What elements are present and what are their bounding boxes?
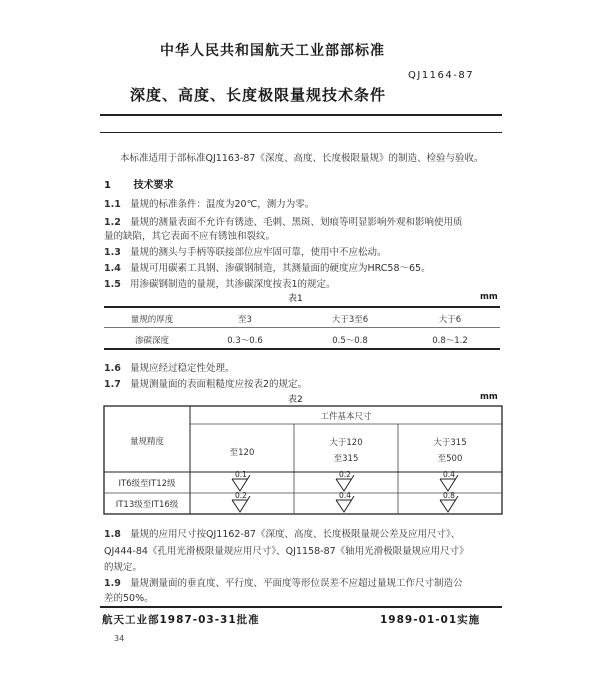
table-1-row-label: 渗碳深度 xyxy=(134,336,169,346)
effective-date: 1989-01-01实施 xyxy=(380,614,481,626)
clause-number: 1.7 xyxy=(104,379,121,390)
clause-number: 1.5 xyxy=(104,279,121,290)
clause-text: 量规的测头与手柄等联接部位应牢固可靠，使用中不应松动。 xyxy=(130,247,387,258)
section-number: 1 xyxy=(104,180,111,191)
approval-date: 航天工业部1987-03-31批准 xyxy=(102,614,260,626)
clause-number: 1.6 xyxy=(104,363,121,374)
clause-1-8-cont xyxy=(104,543,469,557)
clause-text: 量规的测量表面不允许有锈迹、毛刺、黑斑、划痕等明显影响外观和影响使用质 xyxy=(130,217,463,228)
table-2-roughness-cell xyxy=(434,491,466,513)
table-2-row-label: IT6级至IT12级 xyxy=(118,479,176,489)
intro-paragraph: 本标准适用于部标准QJ1163-87《深度、高度、长度极限量规》的制造、检验与验收。 xyxy=(120,153,484,164)
table-2-row-label: IT13级至IT16级 xyxy=(115,500,179,510)
clause-number: 1.2 xyxy=(104,217,121,228)
roughness-value: 0.4 xyxy=(339,491,351,500)
document-title: 深度、高度、长度极限量规技术条件 xyxy=(130,86,387,104)
clause-number: 1.9 xyxy=(104,578,121,589)
table-1-col-head: 大于3至6 xyxy=(331,315,369,325)
clause-text: 的规定。 xyxy=(104,562,143,573)
footer-rule xyxy=(100,606,502,608)
table-2-roughness-cell xyxy=(330,491,362,513)
clause-number: 1.4 xyxy=(104,263,121,274)
clause-1-9-cont xyxy=(104,590,154,604)
clause-text: 量规应经过稳定性处理。 xyxy=(130,363,235,374)
table-1-caption: 表1 xyxy=(288,294,303,304)
roughness-value: 0.2 xyxy=(339,470,351,479)
section-title: 技术要求 xyxy=(133,180,174,191)
table-2-roughness-cell xyxy=(330,470,362,492)
table-2-group-head: 工件基本尺寸 xyxy=(320,412,372,422)
page-number: 34 xyxy=(114,634,125,643)
standard-org-title: 中华人民共和国航天工业部部标准 xyxy=(160,43,385,59)
table-1-cell: 0.8～1.2 xyxy=(432,336,468,346)
table-1-row-label: 量规的厚度 xyxy=(130,315,174,325)
table-2-caption: 表2 xyxy=(288,395,303,405)
table-2-col-head: 至120 xyxy=(229,448,255,458)
clause-text: 量规可用碳素工具钢、渗碳钢制造，其测量面的硬度应为HRC58～65。 xyxy=(130,263,431,274)
table-2-col-sub: 至500 xyxy=(437,454,463,464)
table-2-roughness-cell xyxy=(226,470,258,492)
clause-text: 用渗碳钢制造的量规，其渗碳深度按表1的规定。 xyxy=(130,279,336,290)
standard-code: QJ1164-87 xyxy=(408,70,475,81)
table-2-col-head: 大于120 xyxy=(329,438,363,448)
roughness-value: 0.1 xyxy=(235,470,247,479)
clause-text: 量规的应用尺寸按QJ1162-87《深度、高度、长度极限量规公差及应用尺寸》、 xyxy=(130,529,461,540)
clause-text: QJ444-84《孔用光滑极限量规应用尺寸》、QJ1158-87《轴用光滑极限量规应用尺寸》 xyxy=(104,546,469,557)
clause-text: 量规的标准条件：温度为20℃，测力为零。 xyxy=(130,199,315,210)
clause-1-8 xyxy=(104,526,460,540)
table-1-cell: 0.5～0.8 xyxy=(332,336,368,346)
clause-text: 差的50%。 xyxy=(104,593,154,604)
table-1-cell: 0.3～0.6 xyxy=(227,336,263,346)
clause-text: 量的缺陷，其它表面不应有锈蚀和裂纹。 xyxy=(104,231,276,242)
roughness-value: 0.4 xyxy=(443,470,455,479)
table-2-roughness-cell xyxy=(226,491,258,513)
table-2-col-head: 大于315 xyxy=(433,438,467,448)
roughness-value: 0.2 xyxy=(235,491,247,500)
table-1-col-head: 至3 xyxy=(238,315,252,325)
roughness-value: 0.8 xyxy=(443,491,455,500)
table-2-col-sub: 至315 xyxy=(333,454,359,464)
table-2-col0-head: 量规精度 xyxy=(129,437,164,447)
clause-number: 1.1 xyxy=(104,199,121,210)
clause-text: 量规测量面的垂直度、平行度、平面度等形位误差不应超过量规工作尺寸制造公 xyxy=(130,578,463,589)
clause-number: 1.3 xyxy=(104,247,121,258)
clause-number: 1.8 xyxy=(104,529,121,540)
clause-text: 量规测量面的表面粗糙度应按表2的规定。 xyxy=(130,379,308,390)
table-1-unit: mm xyxy=(480,292,498,302)
clause-1-9 xyxy=(104,575,463,589)
clause-1-8-cont xyxy=(104,559,142,573)
table-2-unit: mm xyxy=(480,392,498,402)
table-2-roughness-cell xyxy=(434,470,466,492)
table-1-col-head: 大于6 xyxy=(438,315,462,325)
